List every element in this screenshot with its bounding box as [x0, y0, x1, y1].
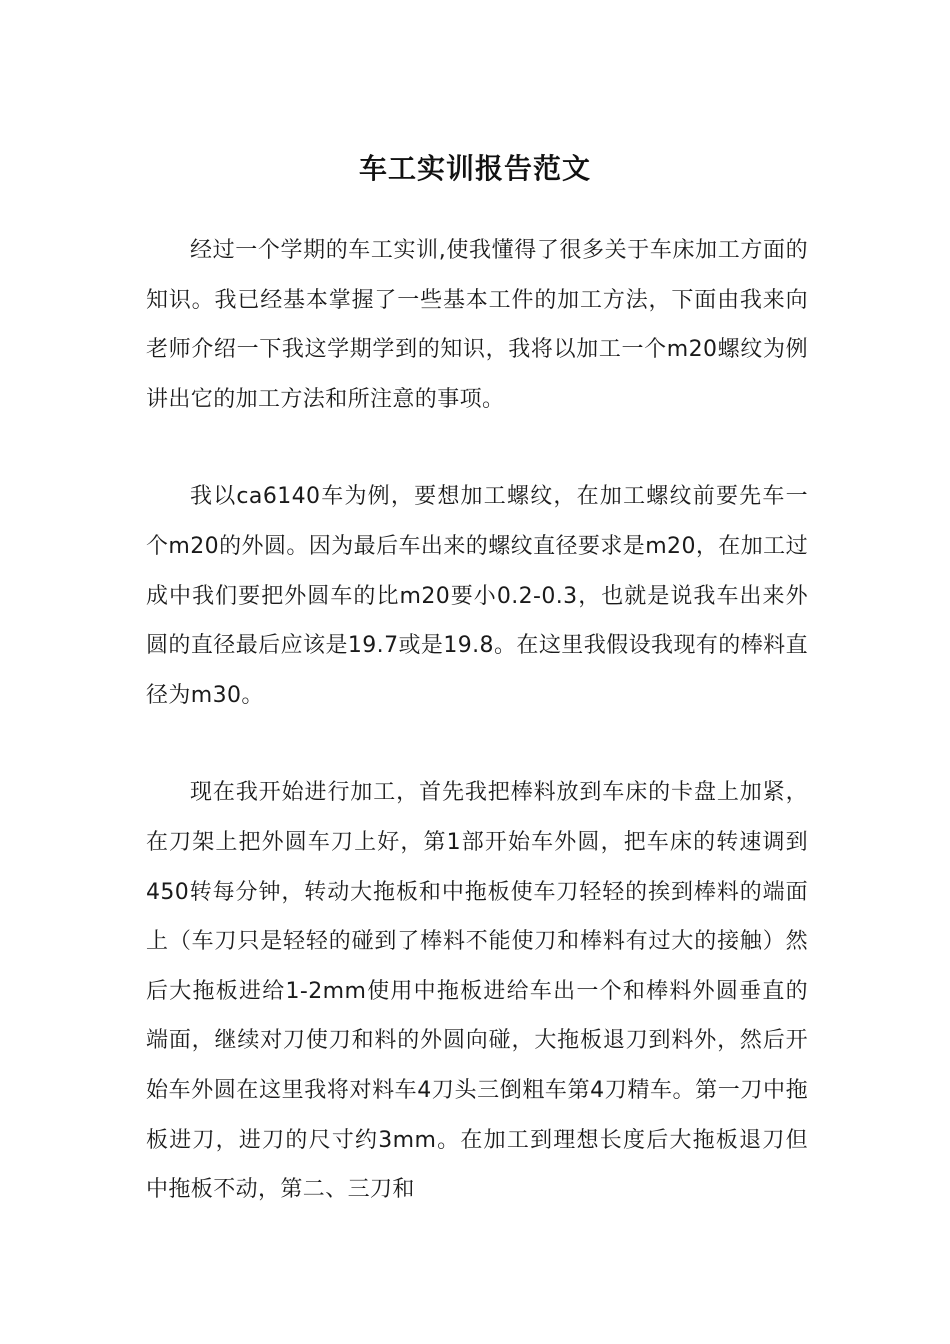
paragraph-lathe-example: 我以ca6140车为例，要想加工螺纹，在加工螺纹前要先车一个m20的外圆。因为最后车出来的螺纹直径要求是m20，在加工过成中我们要把外圆车的比m20要小0.2-0.3，也就是说我车出来外圆的直径最后应该是19.7或是19.8。在这里我假设我现有的棒料直径为m30。: [146, 484, 808, 708]
paragraph-machining-steps: 现在我开始进行加工，首先我把棒料放到车床的卡盘上加紧，在刀架上把外圆车刀上好，第1部开始车外圆，把车床的转速调到450转每分钟，转动大拖板和中拖板使车刀轻轻的挨到棒料的端面上（车刀只是轻轻的碰到了棒料不能使刀和棒料有过大的接触）然后大拖板进给1-2mm使用中拖板进给车出一个和棒料外圆垂直的端面，继续对刀使刀和料的外圆向碰，大拖板退刀到料外，然后开始车外圆在这里我将对料车4刀头三倒粗车第4刀精车。第一刀中拖板进刀，进刀的尺寸约3mm。在加工到理想长度后大拖板退刀但中拖板不动，第二、三刀和: [146, 780, 808, 1203]
paragraph-intro: 经过一个学期的车工实训,使我懂得了很多关于车床加工方面的知识。我已经基本掌握了一些基本工件的加工方法，下面由我来向老师介绍一下我这学期学到的知识，我将以加工一个m20螺纹为例讲出它的加工方法和所注意的事项。: [146, 238, 808, 412]
document-body: [146, 226, 808, 1263]
document-title: 车工实训报告范文: [358, 151, 591, 185]
